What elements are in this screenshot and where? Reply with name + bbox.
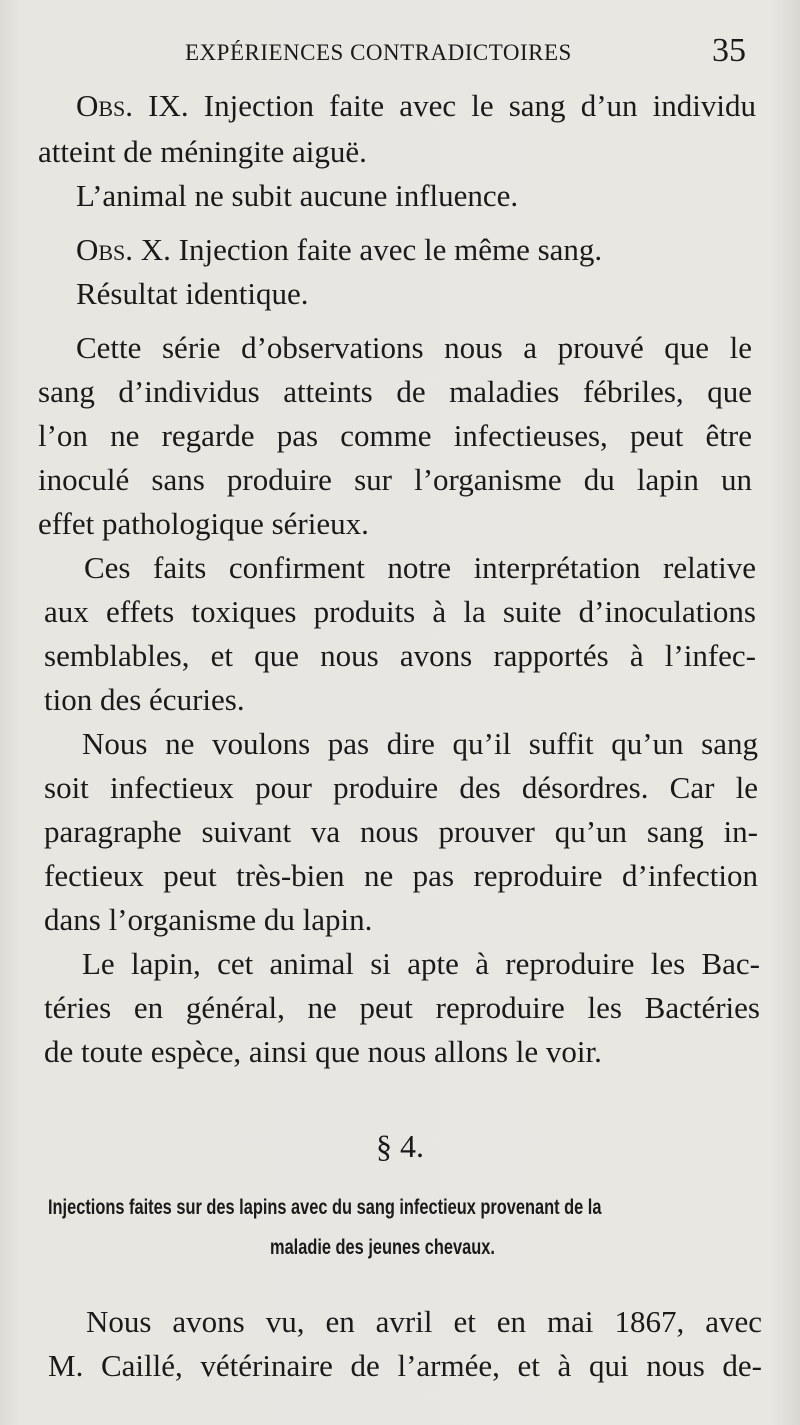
- text-line: téries en général, ne peut reproduire les Bactéries: [44, 990, 760, 1025]
- text-line: M. Caillé, vétérinaire de l’armée, et à qui nous de-: [48, 1348, 762, 1383]
- text-line: fectieux peut très-bien ne pas reproduire d’infection: [44, 858, 758, 893]
- text-line: inoculé sans produire sur l’organisme du lapin un: [38, 462, 752, 497]
- section-number: § 4.: [376, 1128, 424, 1164]
- section-title: Injections faites sur des lapins avec du sang infectieux provenant de la: [48, 1196, 602, 1219]
- text-line: Obs. IX. Injection faite avec le sang d’un individu: [76, 88, 756, 123]
- text-line: Cette série d’observations nous a prouvé que le: [76, 330, 752, 365]
- text-line: semblables, et que nous avons rapportés à l’infec-: [44, 638, 756, 673]
- text-line: effet pathologique sérieux.: [38, 506, 369, 541]
- page-number: 35: [712, 32, 746, 69]
- text-line: dans l’organisme du lapin.: [44, 902, 373, 937]
- text-line: Ces faits confirment notre interprétation relative: [84, 550, 756, 585]
- text-line: de toute espèce, ainsi que nous allons le voir.: [44, 1034, 602, 1069]
- text-line: Obs. X. Injection faite avec le même sang.: [76, 232, 603, 267]
- section-title: maladie des jeunes chevaux.: [270, 1236, 495, 1259]
- text-line: atteint de méningite aiguë.: [38, 134, 367, 169]
- text-line: Nous ne voulons pas dire qu’il suffit qu’un sang: [82, 726, 758, 761]
- text-line: soit infectieux pour produire des désordres. Car le: [44, 770, 758, 805]
- text-line: sang d’individus atteints de maladies fébriles, que: [38, 374, 752, 409]
- text-line: Résultat identique.: [76, 276, 309, 311]
- page-header: [0, 32, 800, 80]
- text-line: L’animal ne subit aucune influence.: [76, 178, 519, 213]
- text-line: tion des écuries.: [44, 682, 245, 717]
- text-line: paragraphe suivant va nous prouver qu’un sang in-: [44, 814, 758, 849]
- text-line: Nous avons vu, en avril et en mai 1867, avec: [86, 1304, 762, 1339]
- text-line: aux effets toxiques produits à la suite d’inoculations: [44, 594, 756, 629]
- text-line: Le lapin, cet animal si apte à reproduire les Bac-: [82, 946, 760, 981]
- text-line: l’on ne regarde pas comme infectieuses, peut être: [38, 418, 752, 453]
- running-head: EXPÉRIENCES CONTRADICTOIRES: [185, 40, 572, 65]
